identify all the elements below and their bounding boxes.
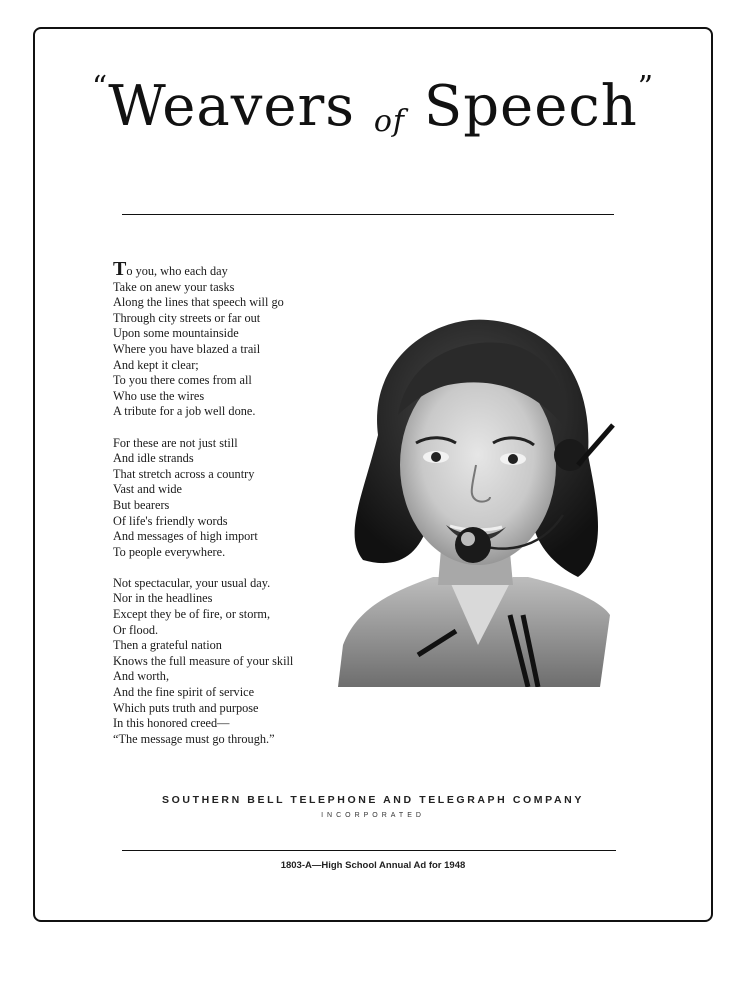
poem-line: Through city streets or far out <box>113 310 261 325</box>
poem-line: Upon some mountainside <box>113 326 239 341</box>
poem-line: Who use the wires <box>113 388 205 403</box>
poem-line: And the fine spirit of service <box>113 685 255 700</box>
poem-line: And worth, <box>113 669 170 684</box>
poem-line: That stretch across a country <box>113 466 255 481</box>
poem-line: Of life's friendly words <box>113 513 228 528</box>
bottom-divider <box>122 850 616 851</box>
title-word-weavers: Weavers <box>108 74 356 139</box>
poem-line: Take on anew your tasks <box>113 279 235 294</box>
poem-line: “The message must go through.” <box>113 731 275 746</box>
poem-stanza-1 <box>113 258 333 420</box>
poem-stanza-2 <box>113 436 333 561</box>
poem-dropcap: T <box>113 258 127 280</box>
poem-line: A tribute for a job well done. <box>113 404 256 419</box>
poem-line: Or flood. <box>113 622 159 637</box>
poem-line: And messages of high import <box>113 529 258 544</box>
poem-line: Except they be of fire, or storm, <box>113 607 271 622</box>
poem <box>113 258 333 763</box>
poem-line: Along the lines that speech will go <box>113 295 284 310</box>
poem-line: Nor in the headlines <box>113 591 213 606</box>
poem-line <box>113 258 333 280</box>
poem-line: Which puts truth and purpose <box>113 700 259 715</box>
poem-line: For these are not just still <box>113 435 238 450</box>
company-name: SOUTHERN BELL TELEPHONE AND TELEGRAPH COMPANY <box>162 794 584 806</box>
poem-line: To you there comes from all <box>113 373 252 388</box>
poem-line: Knows the full measure of your skill <box>113 653 294 668</box>
poem-line: Where you have blazed a trail <box>113 341 261 356</box>
poem-line: And idle strands <box>113 451 194 466</box>
poem-line-text: o you, who each day <box>126 264 228 278</box>
open-quote: “ <box>91 70 109 105</box>
close-quote: ” <box>637 70 655 105</box>
poem-line: Then a grateful nation <box>113 638 222 653</box>
title-word-speech: Speech <box>423 74 638 139</box>
ad-reference: 1803-A—High School Annual Ad for 1948 <box>280 860 466 871</box>
poem-line: In this honored creed— <box>113 716 230 731</box>
headline <box>0 70 746 139</box>
poem-stanza-3 <box>113 576 333 748</box>
poem-line: To people everywhere. <box>113 544 226 559</box>
title-word-of: of <box>373 104 406 139</box>
poem-line: And kept it clear; <box>113 357 199 372</box>
incorporated-label: INCORPORATED <box>321 812 425 819</box>
top-divider <box>122 214 614 215</box>
poem-line: Not spectacular, your usual day. <box>113 575 271 590</box>
poem-line: Vast and wide <box>113 482 182 497</box>
operator-portrait <box>338 315 623 687</box>
poem-line: But bearers <box>113 497 170 512</box>
